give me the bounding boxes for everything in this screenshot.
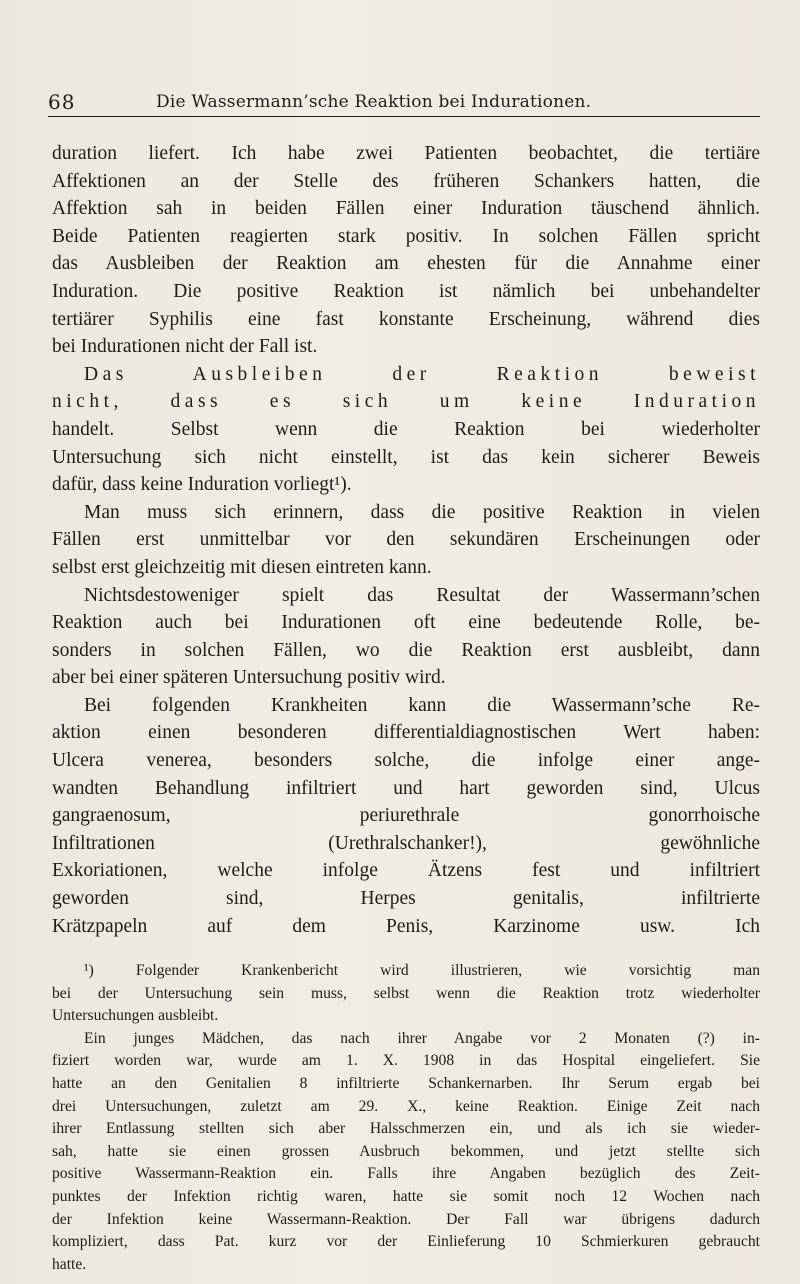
body-text-line: Nichtsdestoweniger spielt das Resultat der Wassermann’schen [84, 584, 760, 606]
body-text-line: dafür, dass keine Induration vorliegt¹). [52, 474, 352, 496]
footnote-line: hatte. [52, 1255, 87, 1273]
body-text-line: bei Indurationen nicht der Fall ist. [52, 336, 318, 358]
body-text-line: Beide Patienten reagierten stark positiv. In solchen Fällen spricht [52, 225, 760, 247]
footnote-line: bei der Untersuchung sein muss, selbst wenn die Reaktion trotz wiederholter [52, 984, 760, 1002]
body-text-line: Fällen erst unmittelbar vor den sekundären Erscheinungen oder [52, 529, 760, 551]
body-text-line: Das Ausbleiben der Reaktion beweist [84, 363, 760, 385]
footnote-line: ¹) Folgender Krankenbericht wird illustrieren, wie vorsichtig man [84, 962, 760, 979]
body-text-line: Affektion sah in beiden Fällen einer Induration täuschend ähnlich. [52, 198, 760, 220]
body-text-line: tertiärer Syphilis eine fast konstante Erscheinung, während dies [52, 308, 760, 330]
body-text-line: Krätzpapeln auf dem Penis, Karzinome usw. Ich [52, 915, 760, 937]
body-text-line: selbst erst gleichzeitig mit diesen eintreten kann. [52, 556, 432, 578]
body-text [52, 140, 760, 940]
body-text-line: Infiltrationen (Urethralschanker!), gewöhnliche [52, 832, 760, 854]
body-text-line: Affektionen an der Stelle des früheren Schankers hatten, die [52, 170, 760, 192]
body-text-line: Reaktion auch bei Indurationen oft eine bedeutende Rolle, be- [52, 612, 760, 634]
footnote-line: sah, hatte sie einen grossen Ausbruch bekommen, und jetzt stellte sich [52, 1142, 760, 1160]
footnote-line: Ein junges Mädchen, das nach ihrer Angabe vor 2 Monaten (?) in- [84, 1029, 760, 1047]
footnote-line: punktes der Infektion richtig waren, hatte sie somit noch 12 Wochen nach [52, 1187, 760, 1205]
footnote-line: der Infektion keine Wassermann-Reaktion. Der Fall war übrigens dadurch [52, 1210, 760, 1228]
body-text-line: gangraenosum, periurethrale gonorrhoische [52, 805, 760, 827]
body-text-line: Man muss sich erinnern, dass die positive Reaktion in vielen [84, 501, 760, 523]
body-text-line: duration liefert. Ich habe zwei Patienten beobachtet, die tertiäre [52, 143, 760, 164]
body-text-line: sonders in solchen Fällen, wo die Reaktion erst ausbleibt, dann [52, 639, 760, 661]
body-text-line: aktion einen besonderen differentialdiagnostischen Wert haben: [52, 722, 760, 744]
body-text-line: nicht, dass es sich um keine Induration [52, 391, 760, 413]
page-number: 68 [48, 90, 76, 114]
body-text-line: Exkoriationen, welche infolge Ätzens fest und infiltriert [52, 860, 760, 882]
footnote-line: fiziert worden war, wurde am 1. X. 1908 in das Hospital eingeliefert. Sie [52, 1052, 760, 1070]
body-text-line: aber bei einer späteren Untersuchung positiv wird. [52, 667, 446, 689]
body-text-line: Bei folgenden Krankheiten kann die Wassermann’sche Re- [84, 694, 760, 716]
footnote-line: hatte an den Genitalien 8 infiltrierte Schankernarben. Ihr Serum ergab bei [52, 1074, 760, 1092]
running-head [48, 88, 760, 117]
footnote-line: Untersuchungen ausbleibt. [52, 1007, 219, 1025]
running-title: Die Wassermann’sche Reaktion bei Indurationen. [156, 92, 592, 112]
footnote-line: positive Wassermann-Reaktion ein. Falls ihre Angaben bezüglich des Zeit- [52, 1165, 760, 1183]
body-text-line: wandten Behandlung infiltriert und hart geworden sind, Ulcus [52, 777, 760, 799]
body-text-line: geworden sind, Herpes genitalis, infiltrierte [52, 888, 760, 910]
body-text-line: handelt. Selbst wenn die Reaktion bei wiederholter [52, 418, 760, 440]
body-text-line: Untersuchung sich nicht einstellt, ist das kein sicherer Beweis [52, 446, 760, 468]
body-text-line: Ulcera venerea, besonders solche, die infolge einer ange- [52, 750, 760, 772]
footnote-line: kompliziert, dass Pat. kurz vor der Einlieferung 10 Schmierkuren gebraucht [52, 1233, 760, 1251]
footnote-line: drei Untersuchungen, zuletzt am 29. X., keine Reaktion. Einige Zeit nach [52, 1097, 760, 1115]
footnote-line: ihrer Entlassung stellten sich aber Halsschmerzen ein, und als ich sie wieder- [52, 1120, 760, 1138]
footnote [52, 960, 760, 1276]
body-text-line: das Ausbleiben der Reaktion am ehesten für die Annahme einer [52, 253, 760, 275]
body-text-line: Induration. Die positive Reaktion ist nämlich bei unbehandelter [52, 280, 760, 302]
